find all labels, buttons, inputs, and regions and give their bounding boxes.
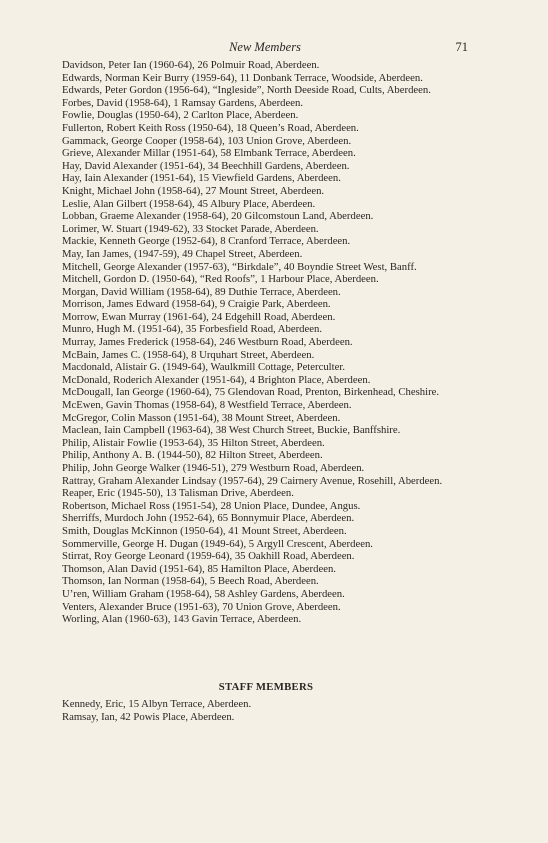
member-entry: Philip, John George Walker (1946-51), 279 Westburn Road, Aberdeen. xyxy=(62,462,365,474)
member-entry: Venters, Alexander Bruce (1951-63), 70 Union Grove, Aberdeen. xyxy=(62,600,341,613)
member-entry: Davidson, Peter Ian (1960-64), 26 Polmuir Road, Aberdeen. xyxy=(62,59,320,71)
staff-entry: Ramsay, Ian, 42 Powis Place, Aberdeen. xyxy=(62,710,235,723)
member-entry: Fowlie, Douglas (1950-64), 2 Carlton Place, Aberdeen. xyxy=(62,109,299,122)
page-header xyxy=(62,40,468,56)
member-entry: Morrison, James Edward (1958-64), 9 Craigie Park, Aberdeen. xyxy=(62,298,331,311)
staff-entry: Kennedy, Eric, 15 Albyn Terrace, Aberdeen. xyxy=(62,698,252,710)
member-entry: Lorimer, W. Stuart (1949-62), 33 Stocket Parade, Aberdeen. xyxy=(62,222,319,235)
member-entry: Fullerton, Robert Keith Ross (1950-64), 18 Queen’s Road, Aberdeen. xyxy=(62,121,359,134)
member-entry: Morrow, Ewan Murray (1961-64), 24 Edgehill Road, Aberdeen. xyxy=(62,310,336,323)
member-entry: U’ren, William Graham (1958-64), 58 Ashley Gardens, Aberdeen. xyxy=(62,587,345,600)
member-entry: Grieve, Alexander Millar (1951-64), 58 Elmbank Terrace, Aberdeen. xyxy=(62,147,356,160)
member-entry: Philip, Alistair Fowlie (1953-64), 35 Hilton Street, Aberdeen. xyxy=(62,436,325,449)
member-entry: Edwards, Norman Keir Burry (1959-64), 11 Donbank Terrace, Woodside, Aberdeen. xyxy=(62,71,423,84)
member-entry: Hay, David Alexander (1951-64), 34 Beechhill Gardens, Aberdeen. xyxy=(62,159,350,172)
member-entry: Maclean, Iain Campbell (1963-64), 38 West Church Street, Buckie, Banffshire. xyxy=(62,424,401,437)
member-entry: Thomson, Ian Norman (1958-64), 5 Beech Road, Aberdeen. xyxy=(62,575,319,588)
member-entry: McDonald, Roderich Alexander (1951-64), 4 Brighton Place, Aberdeen. xyxy=(62,373,371,386)
member-entry: Gammack, George Cooper (1958-64), 103 Union Grove, Aberdeen. xyxy=(62,134,352,147)
member-entry: McGregor, Colin Masson (1951-64), 38 Mount Street, Aberdeen. xyxy=(62,411,341,424)
member-entry: Morgan, David William (1958-64), 89 Duthie Terrace, Aberdeen. xyxy=(62,285,341,298)
member-entry: Edwards, Peter Gordon (1956-64), “Ingleside”, North Deeside Road, Cults, Aberdeen. xyxy=(62,84,431,97)
member-entry: Munro, Hugh M. (1951-64), 35 Forbesfield Road, Aberdeen. xyxy=(62,323,323,336)
member-entry: Murray, James Frederick (1958-64), 246 Westburn Road, Aberdeen. xyxy=(62,336,353,349)
member-entry: Mitchell, Gordon D. (1950-64), “Red Roofs”, 1 Harbour Place, Aberdeen. xyxy=(62,273,379,286)
member-entry: Philip, Anthony A. B. (1944-50), 82 Hilton Street, Aberdeen. xyxy=(62,449,323,462)
member-list xyxy=(62,59,470,626)
member-entry: Mackie, Kenneth George (1952-64), 8 Cranford Terrace, Aberdeen. xyxy=(62,235,351,248)
member-entry: Mitchell, George Alexander (1957-63), “Birkdale”, 40 Boyndie Street West, Banff. xyxy=(62,260,417,273)
member-entry: Robertson, Michael Ross (1951-54), 28 Union Place, Dundee, Angus. xyxy=(62,499,361,512)
member-entry: McBain, James C. (1958-64), 8 Urquhart Street, Aberdeen. xyxy=(62,348,315,361)
member-entry: Rattray, Graham Alexander Lindsay (1957-64), 29 Cairnery Avenue, Rosehill, Aberdeen. xyxy=(62,474,443,487)
member-entry: McEwen, Gavin Thomas (1958-64), 8 Westfield Terrace, Aberdeen. xyxy=(62,399,352,412)
running-title: New Members xyxy=(229,40,301,54)
member-entry: Sherriffs, Murdoch John (1952-64), 65 Bonnymuir Place, Aberdeen. xyxy=(62,512,355,525)
member-entry: Worling, Alan (1960-63), 143 Gavin Terrace, Aberdeen. xyxy=(62,613,302,626)
member-entry: May, Ian James, (1947-59), 49 Chapel Street, Aberdeen. xyxy=(62,247,303,260)
staff-list xyxy=(62,698,470,723)
staff-members-heading: STAFF MEMBERS xyxy=(218,681,314,693)
page-number: 71 xyxy=(455,40,468,54)
member-entry: Leslie, Alan Gilbert (1958-64), 45 Albury Place, Aberdeen. xyxy=(62,197,316,210)
member-entry: Macdonald, Alistair G. (1949-64), Waulkmill Cottage, Peterculter. xyxy=(62,361,345,374)
member-entry: Knight, Michael John (1958-64), 27 Mount Street, Aberdeen. xyxy=(62,184,325,197)
member-entry: Sommerville, George H. Dugan (1949-64), 5 Argyll Crescent, Aberdeen. xyxy=(62,537,373,550)
member-entry: Smith, Douglas McKinnon (1950-64), 41 Mount Street, Aberdeen. xyxy=(62,524,347,537)
member-entry: Reaper, Eric (1945-50), 13 Talisman Drive, Aberdeen. xyxy=(62,487,294,500)
member-entry: McDougall, Ian George (1960-64), 75 Glendovan Road, Prenton, Birkenhead, Cheshire. xyxy=(62,386,440,399)
member-entry: Forbes, David (1958-64), 1 Ramsay Gardens, Aberdeen. xyxy=(62,96,304,109)
member-entry: Lobban, Graeme Alexander (1958-64), 20 Gilcomstoun Land, Aberdeen. xyxy=(62,210,374,223)
member-entry: Thomson, Alan David (1951-64), 85 Hamilton Place, Aberdeen. xyxy=(62,562,336,575)
member-entry: Hay, Iain Alexander (1951-64), 15 Viewfield Gardens, Aberdeen. xyxy=(62,172,341,185)
member-entry: Stirrat, Roy George Leonard (1959-64), 35 Oakhill Road, Aberdeen. xyxy=(62,550,355,563)
